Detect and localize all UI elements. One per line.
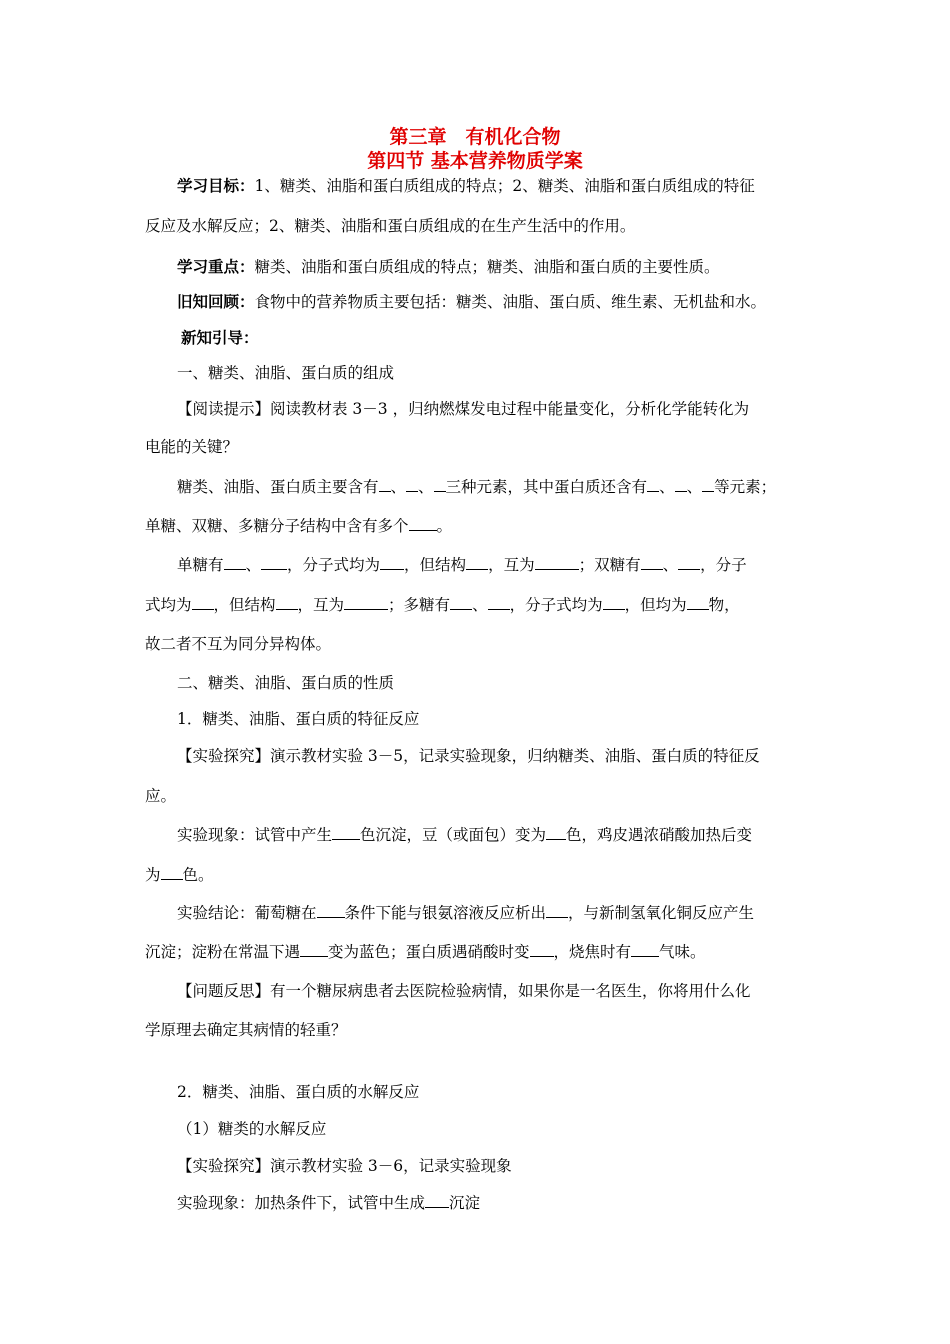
focus-text: 糖类、油脂和蛋白质组成的特点；糖类、油脂和蛋白质的主要性质。 (254, 258, 720, 276)
goals-line-2: 反应及水解反应；2、糖类、油脂和蛋白质组成的在生产生活中的作用。 (145, 217, 636, 235)
sugar-line-1 (177, 554, 747, 576)
focus-line (177, 256, 720, 278)
blank[interactable] (641, 555, 663, 570)
text: 物， (708, 596, 740, 614)
text: 式均为 (145, 596, 192, 614)
text: 色，鸡皮遇浓硝酸加热后变 (566, 826, 753, 844)
text: ，但均为 (624, 596, 687, 614)
blank[interactable] (546, 903, 568, 918)
composition-line-2 (145, 515, 452, 537)
text: ，互为 (488, 556, 535, 574)
observation-2-line (177, 1192, 480, 1214)
blank[interactable] (380, 555, 404, 570)
text: 、 (472, 596, 488, 614)
goals-text-1: 1、糖类、油脂和蛋白质组成的特点；2、糖类、油脂和蛋白质组成的特征 (254, 177, 755, 195)
section-1-heading: 一、糖类、油脂、蛋白质的组成 (177, 364, 395, 382)
blank[interactable] (317, 903, 345, 918)
goals-label: 学习目标： (177, 177, 255, 195)
text: 等元素； (714, 478, 777, 496)
reading-hint-line-2: 电能的关键？ (145, 438, 239, 456)
subsection-2-1-heading: （1）糖类的水解反应 (177, 1120, 327, 1138)
review-text: 食物中的营养物质主要包括：糖类、油脂、蛋白质、维生素、无机盐和水。 (254, 293, 767, 311)
blank[interactable] (192, 595, 214, 610)
text: 单糖、双糖、多糖分子结构中含有多个 (145, 517, 409, 535)
blank[interactable] (488, 595, 510, 610)
text: 色。 (182, 866, 214, 884)
blank[interactable] (535, 555, 579, 570)
observation-1-line-2 (145, 864, 214, 886)
focus-label: 学习重点： (177, 258, 255, 276)
subsection-2-heading: 2．糖类、油脂、蛋白质的水解反应 (177, 1083, 420, 1101)
text: ，烧焦时有 (553, 943, 632, 961)
subsection-1-heading: 1．糖类、油脂、蛋白质的特征反应 (177, 710, 420, 728)
blank[interactable] (687, 595, 709, 610)
blank[interactable] (409, 516, 437, 531)
text: ；多糖有 (388, 596, 451, 614)
blank[interactable] (546, 825, 566, 840)
review-label: 旧知回顾： (177, 293, 255, 311)
blank[interactable] (702, 477, 714, 492)
blank[interactable] (276, 595, 298, 610)
new-knowledge-label: 新知引导： (181, 329, 259, 347)
blank[interactable] (344, 595, 388, 610)
text: 、 (659, 478, 675, 496)
conclusion-line-2 (145, 941, 706, 963)
text: 实验现象：试管中产生 (177, 826, 333, 844)
text: 三种元素，其中蛋白质还含有 (445, 478, 648, 496)
review-line (177, 291, 766, 313)
blank[interactable] (603, 595, 625, 610)
blank[interactable] (161, 865, 183, 880)
observation-1-line-1 (177, 824, 752, 846)
text: 、 (686, 478, 703, 496)
blank[interactable] (379, 477, 391, 492)
text: 气味。 (659, 943, 706, 961)
text: 糖类、油脂、蛋白质主要含有 (177, 478, 379, 496)
blank[interactable] (631, 942, 659, 957)
blank[interactable] (450, 595, 472, 610)
text: 。 (436, 517, 453, 535)
text: 、 (390, 478, 407, 496)
text: ；双糖有 (578, 556, 641, 574)
text: 实验结论：葡萄糖在 (177, 904, 317, 922)
text: 色沉淀，豆（或面包）变为 (360, 826, 547, 844)
composition-line-1 (177, 476, 776, 498)
chapter-title: 第三章 有机化合物 (389, 126, 561, 148)
text: 为 (145, 866, 161, 884)
text: 变为蓝色；蛋白质遇硝酸时变 (328, 943, 530, 961)
text: ，但结构 (213, 596, 276, 614)
blank[interactable] (425, 1193, 449, 1208)
blank[interactable] (466, 555, 488, 570)
question-line-2: 学原理去确定其病情的轻重？ (145, 1021, 347, 1039)
text: ，分子 (700, 556, 747, 574)
text: 条件下能与银氨溶液反应析出 (344, 904, 547, 922)
text: ，与新制氢氧化铜反应产生 (568, 904, 755, 922)
blank[interactable] (300, 942, 328, 957)
reading-hint-line-1: 【阅读提示】阅读教材表 3－3 ，归纳燃煤发电过程中能量变化，分析化学能转化为 (177, 400, 750, 418)
text: 沉淀 (449, 1194, 481, 1212)
text: 、 (662, 556, 679, 574)
text: 、 (245, 556, 262, 574)
section-title: 第四节 基本营养物质学案 (367, 150, 583, 172)
blank[interactable] (224, 555, 246, 570)
blank[interactable] (261, 555, 287, 570)
text: 沉淀；淀粉在常温下遇 (145, 943, 301, 961)
text: 实验现象：加热条件下，试管中生成 (177, 1194, 426, 1212)
experiment-1-line-1: 【实验探究】演示教材实验 3－5，记录实验现象，归纳糖类、油脂、蛋白质的特征反 (177, 747, 760, 765)
blank[interactable] (678, 555, 700, 570)
conclusion-line-1 (177, 902, 754, 924)
text: ，分子式均为 (509, 596, 603, 614)
text: ，互为 (297, 596, 345, 614)
text: ，分子式均为 (287, 556, 381, 574)
blank[interactable] (434, 477, 446, 492)
goals-line-1 (177, 175, 755, 197)
blank[interactable] (675, 477, 687, 492)
sugar-line-2 (145, 594, 740, 616)
question-line-1: 【问题反思】有一个糖尿病患者去医院检验病情，如果你是一名医生，你将用什么化 (177, 982, 751, 1000)
blank[interactable] (406, 477, 418, 492)
experiment-2-line: 【实验探究】演示教材实验 3－6，记录实验现象 (177, 1157, 512, 1175)
section-2-heading: 二、糖类、油脂、蛋白质的性质 (177, 674, 395, 692)
blank[interactable] (530, 942, 554, 957)
blank[interactable] (332, 825, 360, 840)
sugar-line-3: 故二者不互为同分异构体。 (145, 635, 332, 653)
text: 、 (418, 478, 434, 496)
text: 单糖有 (177, 556, 224, 574)
blank[interactable] (647, 477, 659, 492)
experiment-1-line-2: 应。 (145, 787, 177, 805)
text: ，但结构 (404, 556, 467, 574)
